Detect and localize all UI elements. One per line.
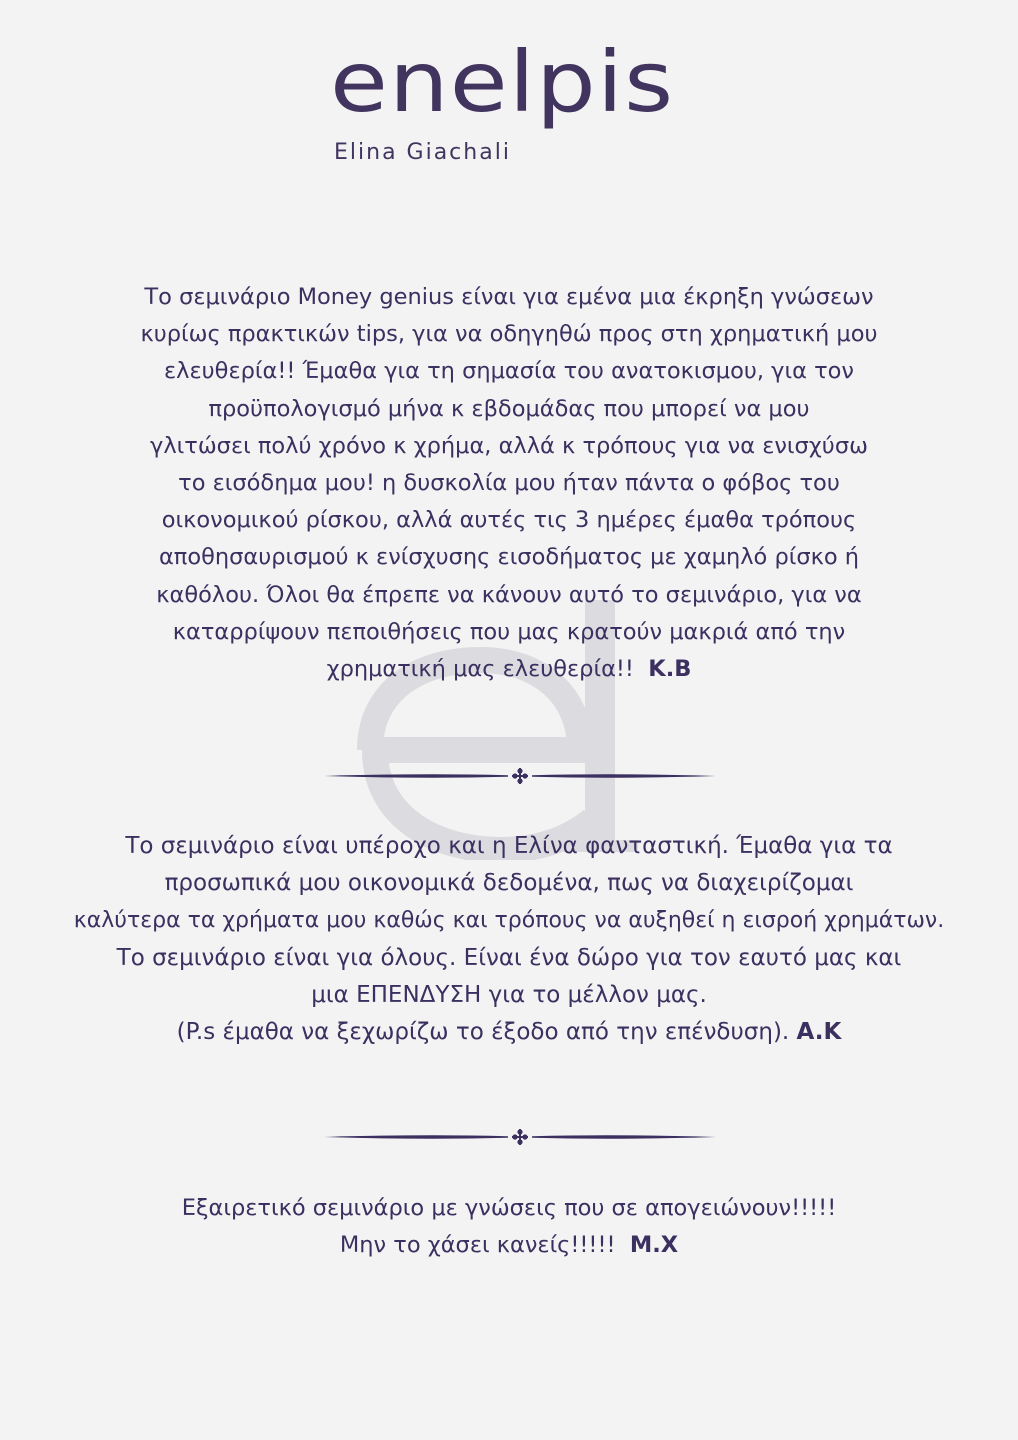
ornament-divider-icon xyxy=(320,764,720,788)
testimonial-last-line xyxy=(0,1227,1018,1264)
testimonial-line: το εισόδημα μου! η δυσκολία μου ήταν πάντα ο φόβος του xyxy=(178,470,840,497)
testimonial-3 xyxy=(0,1190,1018,1264)
testimonial-line: καθόλου. Όλοι θα έπρεπε να κάνουν αυτό το σεμινάριο, για να xyxy=(156,581,862,608)
testimonial-last-line xyxy=(0,1014,1018,1051)
ornament-divider-icon xyxy=(320,1125,720,1149)
testimonial-line: γλιτώσει πολύ χρόνο κ χρήμα, αλλά κ τρόπους για να ενισχύσω xyxy=(150,432,868,459)
testimonial-line: μια ΕΠΕΝΔΥΣΗ για το μέλλον μας. xyxy=(311,981,707,1008)
testimonial-line: Το σεμινάριο είναι για όλους. Είναι ένα δώρο για τον εαυτό μας και xyxy=(116,944,902,971)
testimonial-author: M.X xyxy=(629,1232,679,1259)
testimonial-line: Το σεμινάριο είναι υπέροχο και η Ελίνα φανταστική. Έμαθα για τα xyxy=(125,833,893,859)
testimonial-line: Μην το χάσει κανείς!!!!! xyxy=(339,1232,616,1259)
brand-logo xyxy=(330,33,690,170)
testimonial-line: χρηματική μας ελευθερία!! xyxy=(326,656,634,683)
testimonial-line: κυρίως πρακτικών tips, για να οδηγηθώ προς στη χρηματική μου xyxy=(140,321,878,348)
testimonial-last-line xyxy=(0,651,1018,688)
logo-wordmark: enelpis xyxy=(330,33,675,131)
testimonial-author: A.K xyxy=(796,1019,842,1046)
testimonial-line: καλύτερα τα χρήματα μου καθώς και τρόπους να αυξηθεί η εισροή χρημάτων. xyxy=(73,908,945,934)
logo-subtitle: Elina Giachali xyxy=(334,140,511,165)
testimonial-1 xyxy=(0,279,1018,688)
testimonial-line: καταρρίψουν πεποιθήσεις που μας κρατούν μακριά από την xyxy=(172,618,846,645)
testimonial-author: K.B xyxy=(648,656,692,683)
testimonial-line: προσωπικά μου οικονομικά δεδομένα, πως να διαχειρίζομαι xyxy=(164,870,854,897)
testimonial-line: ελευθερία!! Έμαθα για τη σημασία του ανατοκισμου, για τον xyxy=(164,358,854,385)
testimonial-line: προϋπολογισμό μήνα κ εβδομάδας που μπορεί να μου xyxy=(208,395,810,422)
testimonial-line: αποθησαυρισμού κ ενίσχυσης εισοδήματος με χαμηλό ρίσκο ή xyxy=(158,544,860,571)
testimonial-line: (P.s έμαθα να ξεχωρίζω το έξοδο από την επένδυση). xyxy=(176,1019,790,1046)
testimonial-line: Το σεμινάριο Money genius είναι για εμένα μια έκρηξη γνώσεων xyxy=(144,284,874,310)
testimonial-2 xyxy=(0,828,1018,1051)
testimonial-line: Εξαιρετικό σεμινάριο με γνώσεις που σε απογειώνουν!!!!! xyxy=(181,1195,837,1221)
testimonial-line: οικονομικού ρίσκου, αλλά αυτές τις 3 ημέρες έμαθα τρόπους xyxy=(161,507,857,534)
